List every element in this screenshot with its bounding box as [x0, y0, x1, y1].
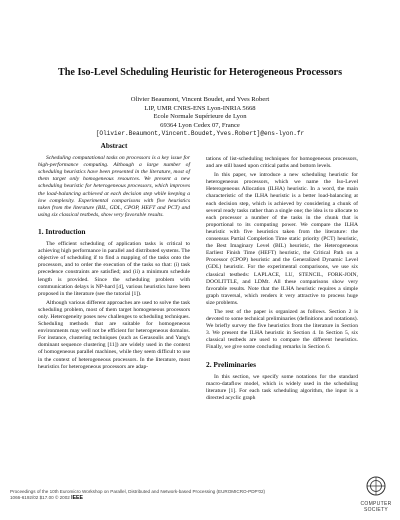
intro-paragraph-2: Although various different approaches are used to solve the task scheduling problem, most of them target homogeneous processors only. Heterogeneity poses new challenges to scheduling techniques. Scheduling methods that are suitable for homogeneous environments may well not be efficient for heterogeneous domains. For instance, clustering techniques (such as Gerasoulis and Yang's dominant sequence clustering [11]) are widely used in the context of homogeneous parallel machines, while they seem difficult to use in the context of heterogeneous processors. In the literature, most heuristics for heterogeneous processors are adap-	[38, 299, 190, 370]
affiliation-line-3: 69364 Lyon Cedex 07, France	[160, 121, 240, 129]
preliminaries-paragraph-1: In this section, we specify some notations for the standard macro-dataflow model, which is widely used in the scheduling literature [1]. For each task scheduling algorithm, the input is a directed acyclic graph	[206, 373, 358, 401]
author-emails: [Olivier.Beaumont,Vincent.Boudet,Yves.Robert]@ens-lyon.fr	[95, 130, 305, 138]
abstract-heading: Abstract	[100, 142, 128, 150]
paper-title: The Iso-Level Scheduling Heuristic for Heterogeneous Processors	[57, 67, 343, 78]
computer-society-emblem-icon	[365, 476, 387, 496]
author-names: Olivier Beaumont, Vincent Boudet, and Yves Robert	[130, 96, 270, 103]
proceedings-footer	[10, 489, 310, 501]
affiliation-line-2: Ecole Normale Supérieure de Lyon	[153, 113, 247, 121]
affiliation-line-1: LIP, UMR CNRS-ENS Lyon-INRIA 5668	[144, 104, 256, 112]
intro-paragraph-1: The efficient scheduling of application tasks is critical to achieving high performance in parallel and distributed systems. The objective of scheduling if to find a mapping of the tasks onto the processors, and to order the execution of the tasks so that: (i) task precedence constraints are satisfied; and (ii) a minimum schedule length is provided. Since the scheduling problem with communication delays is NP-hard [4], various heuristics have been proposed in the literature (see the tutorial [1]).	[38, 241, 190, 297]
section-2-heading: 2. Preliminaries	[206, 359, 256, 369]
abstract-text: Scheduling computational tasks on processors is a key issue for high-performance computing. Although a large number of scheduling heuristics have been presented in the literature, most of them target only homogeneous resources. We present a new scheduling heuristic for heterogeneous processors, which improves the load-balancing achieved at each decision step while keeping a low complexity. Experimental comparisons with five heuristics taken from the literature (BIL, GDL, CPOP, HEFT and PCT) and using six classical testbeds, show very favorable results.	[38, 155, 190, 218]
footer-copyright: 1066-6192/02 $17.00 © 2002	[10, 495, 70, 501]
right-column	[206, 156, 358, 402]
logo-line-1: COMPUTER	[360, 501, 392, 507]
footer-proceedings-line: Proceedings of the 10th Euromicro Workshop on Parallel, Distributed and Network-based Processing (EUROMICRO-PDP'02)	[10, 489, 266, 494]
left-column	[38, 143, 190, 371]
author-block	[40, 96, 360, 139]
section-1-heading: 1. Introduction	[38, 226, 86, 236]
intro-paragraph-3: In this paper, we introduce a new scheduling heuristic for heterogeneous processors, which we name the Iso-Level Heterogeneous Allocation (ILHA) heuristic. In a word, the main characteristic of the ILHA heuristic is a better load-balancing at each decision step, which is achieved by considering a chunk of several ready tasks rather than a single one; the idea is to allocate to each processor a number of the tasks in the chunk that is proportional to its computing power. We compare the ILHA heuristic with five heuristics taken from the literature: the consensus Partial Completion Time static priority (PCT) heuristic, the Best Imaginary Level (BIL) heuristic, the Heterogeneous Earliest Finish Time (HEFT) heuristic, the Critical Path on a Processor (CPOP) heuristic and the Generalized Dynamic Level (GDL) heuristic. For the experimental comparisons, we use six classical testbeds: LAPLACE, LU, STENCIL, FORK-JOIN, DOOLITTLE, and LDMt. All these comparisons show very favorable results. Note that the ILHA heuristic requires a simple graph traversal, which renders it very attractive to process huge size problems.	[206, 172, 358, 306]
intro-paragraph-4: The rest of the paper is organized as follows. Section 2 is devoted to some technical preliminaries (definitions and notations). We briefly survey the five heuristics from the literature in Section 3. We present the ILHA heuristic in Section 4. In Section 5, six classical testbeds are used to compare the different heuristics. Finally, we give some concluding remarks in Section 6.	[206, 308, 358, 351]
footer-ieee: IEEE	[71, 495, 83, 502]
intro-paragraph-continued: tations of list-scheduling techniques for homogeneous processors, and are still based upon critical paths and bottom levels.	[206, 156, 358, 170]
computer-society-logo	[356, 476, 396, 513]
logo-line-2: SOCIETY	[363, 507, 389, 513]
